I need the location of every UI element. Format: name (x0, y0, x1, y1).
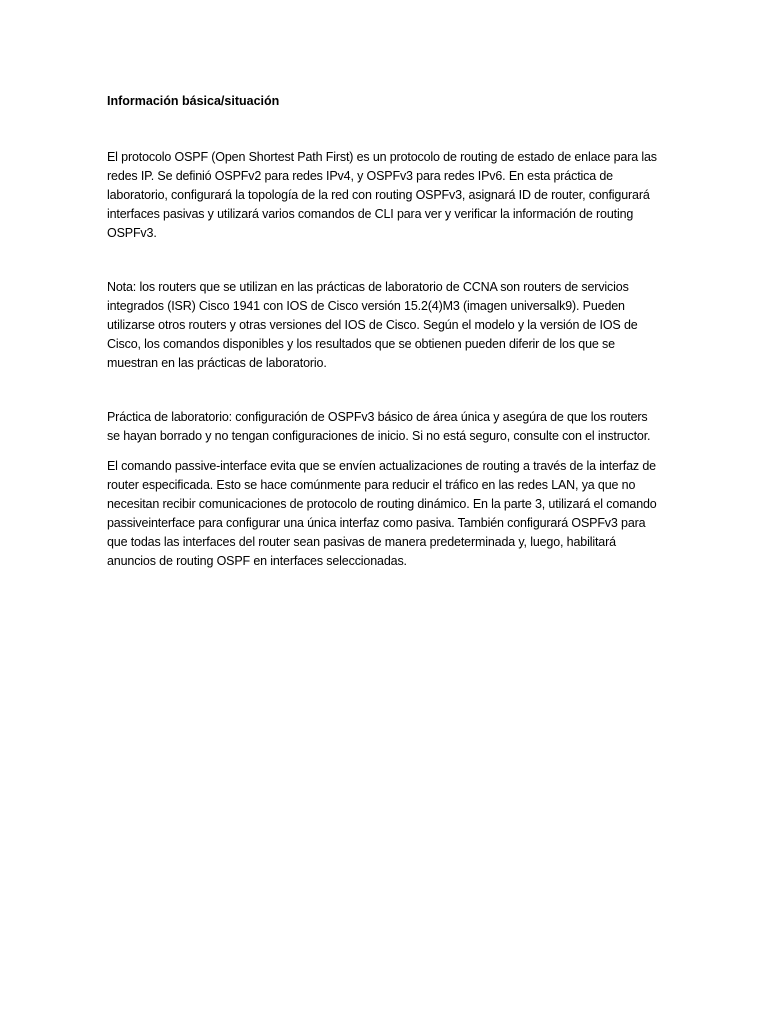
paragraph-passive-interface: El comando passive-interface evita que se envíen actualizaciones de routing a través de la interfaz de router especificada. Esto se hace comúnmente para reducir el tráfico en las redes LAN, ya que no necesitan recibir comunicaciones de protocolo de routing dinámico. En la parte 3, utilizará el comando passiveinterface para configurar una única interfaz como pasiva. También configurará OSPFv3 para que todas las interfaces del router sean pasivas de manera predeterminada y, luego, habilitará anuncios de routing OSPF en interfaces seleccionadas. (107, 459, 657, 568)
paragraph-lab-practice: Práctica de laboratorio: configuración de OSPFv3 básico de área única y asegúra de que los routers se hayan borrado y no tengan configuraciones de inicio. Si no está seguro, consulte con el instructor. (107, 410, 651, 443)
paragraph-ospf-intro: El protocolo OSPF (Open Shortest Path First) es un protocolo de routing de estado de enlace para las redes IP. Se definió OSPFv2 para redes IPv4, y OSPFv3 para redes IPv6. En esta práctica de laboratorio, configurará la topología de la red con routing OSPFv3, asignará ID de router, configurará interfaces pasivas y utilizará varios comandos de CLI para ver y verificar la información de routing OSPFv3. (107, 150, 657, 240)
section-heading: Información básica/situación (107, 94, 280, 108)
paragraph-note: Nota: los routers que se utilizan en las prácticas de laboratorio de CCNA son routers de servicios integrados (ISR) Cisco 1941 con IOS de Cisco versión 15.2(4)M3 (imagen universalk9). Pueden utilizarse otros routers y otras versiones del IOS de Cisco. Según el modelo y la versión de IOS de Cisco, los comandos disponibles y los resultados que se obtienen pueden diferir de los que se muestran en las prácticas de laboratorio. (107, 280, 638, 370)
document-page (107, 92, 663, 571)
